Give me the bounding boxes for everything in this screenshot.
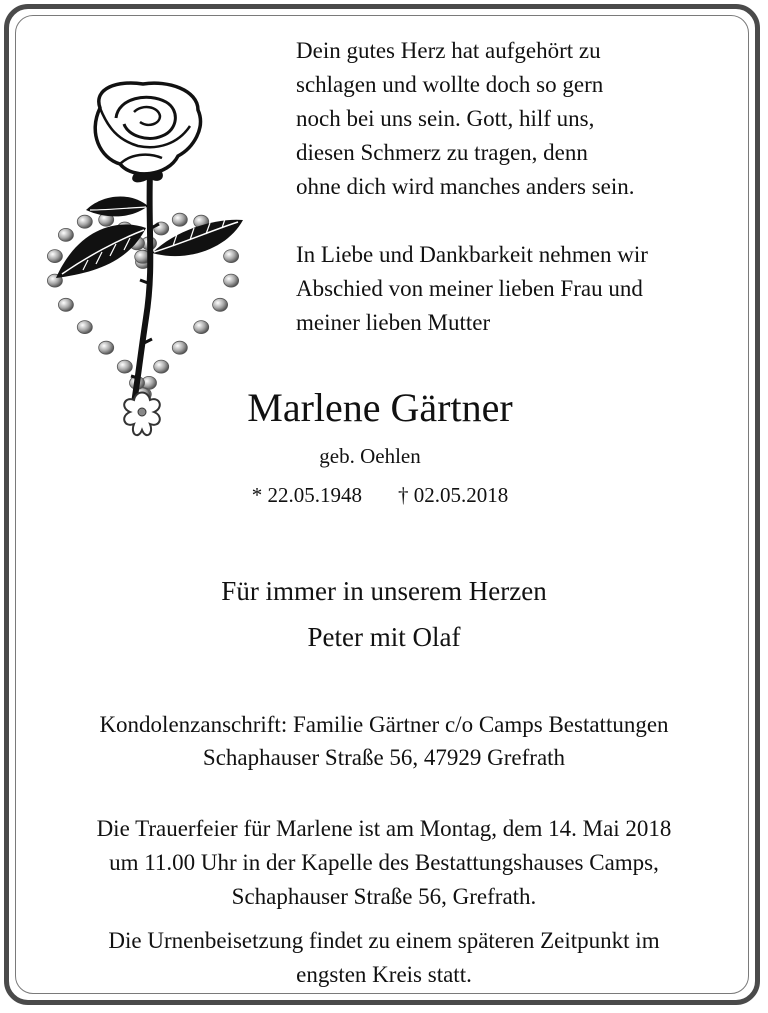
rosary-bead: [99, 341, 114, 354]
mourners: Peter mit Olaf: [307, 622, 461, 652]
deceased-name: Marlene Gärtner: [247, 385, 513, 430]
rosary-bead: [77, 215, 92, 228]
rosary-bead: [77, 321, 92, 334]
service-line: Die Trauerfeier für Marlene ist am Montag, dem 14. Mai 2018: [96, 816, 672, 841]
farewell-line: Abschied von meiner lieben Frau und: [296, 276, 643, 301]
verse-line: noch bei uns sein. Gott, hilf uns,: [296, 106, 595, 131]
rosary-bead: [47, 250, 62, 263]
farewell-line: meiner lieben Mutter: [296, 310, 491, 335]
rosary-bead: [224, 250, 239, 263]
rosary-bead: [117, 360, 132, 373]
urn-line: Die Urnenbeisetzung findet zu einem späteren Zeitpunkt im: [108, 928, 660, 953]
condolence-address: [20, 708, 748, 774]
urn-line: engsten Kreis statt.: [296, 962, 472, 987]
rosary-bead: [58, 228, 73, 241]
verse-line: schlagen und wollte doch so gern: [296, 72, 604, 97]
address-line: Schaphauser Straße 56, 47929 Grefrath: [202, 745, 566, 770]
funeral-service-info: [20, 812, 748, 914]
rosary-bead: [154, 360, 169, 373]
birth-date: * 22.05.1948: [251, 483, 362, 507]
rosary-bead: [58, 298, 73, 311]
rosary-bead: [213, 298, 228, 311]
address-line: Kondolenzanschrift: Familie Gärtner c/o Camps Bestattungen: [99, 712, 669, 737]
rosary-bead: [224, 274, 239, 287]
rosary-bead: [194, 321, 209, 334]
verse-line: diesen Schmerz zu tragen, denn: [296, 140, 588, 165]
service-line: um 11.00 Uhr in der Kapelle des Bestattungshauses Camps,: [109, 850, 659, 875]
memorial-motto: Für immer in unserem Herzen: [221, 576, 547, 606]
rosary-bead: [172, 341, 187, 354]
verse-line: Dein gutes Herz hat aufgehört zu: [296, 38, 601, 63]
death-date: † 02.05.2018: [398, 483, 509, 507]
verse-line: ohne dich wird manches anders sein.: [296, 174, 635, 199]
service-line: Schaphauser Straße 56, Grefrath.: [231, 884, 537, 909]
memorial-verse: [296, 34, 746, 340]
rosary-pendant-icon: [124, 393, 160, 436]
farewell-line: In Liebe und Dankbarkeit nehmen wir: [296, 242, 648, 267]
maiden-name: geb. Oehlen: [319, 444, 421, 468]
life-dates: [180, 483, 580, 508]
rosary-bead: [172, 213, 187, 226]
urn-burial-info: [20, 924, 748, 992]
